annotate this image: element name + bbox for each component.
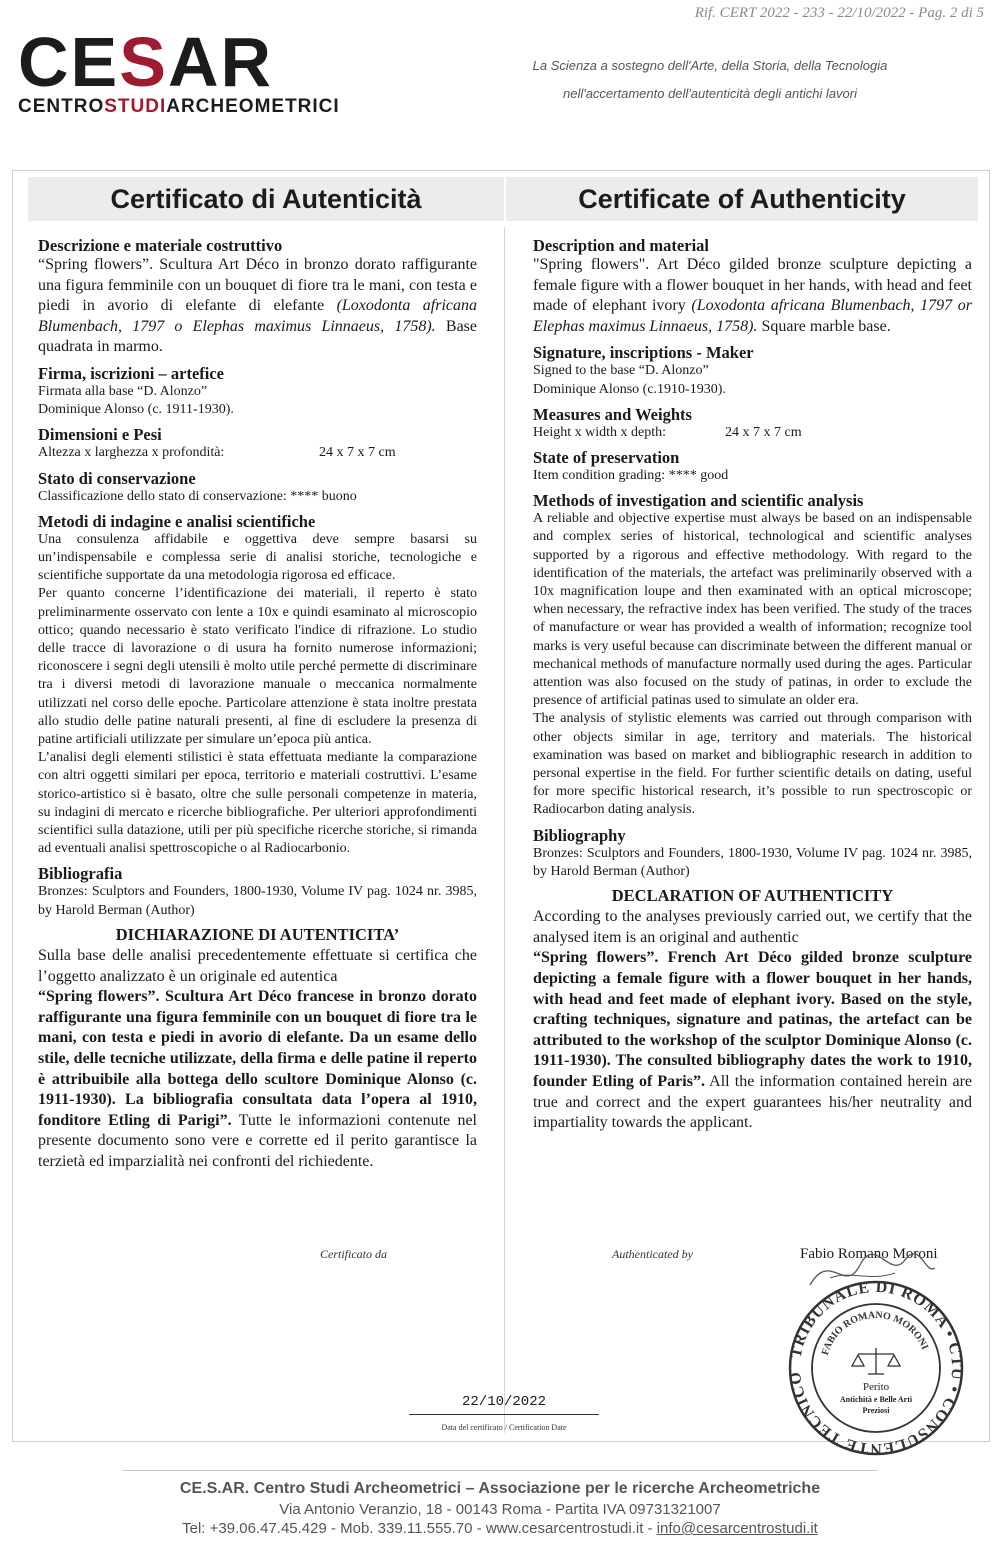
- authenticated-by-label: Authenticated by: [612, 1247, 693, 1261]
- declaration-heading: DECLARATION OF AUTHENTICITY: [611, 886, 894, 906]
- heading-signature: Firma, iscrizioni – artefice: [38, 363, 225, 383]
- bibliography-text: Bronzes: Sculptors and Founders, 1800-1930, Volume IV pag. 1024 nr. 3985, by Harold Berman (Author): [38, 884, 477, 918]
- methods-paragraph-2: The analysis of stylistic elements was carried out through comparison with other objects similar in age, territory and materials. The historical examination was based on market and bibliographic research in addition to personal expertise in the field. For further scientific details on dating, useful for more specific historical research, it’s possible to run spectroscopic or Radiocarbon dating analysis.: [533, 711, 972, 818]
- heading-dimensions: Measures and Weights: [533, 404, 692, 424]
- date-caption: Data del certificato / Certification Date: [441, 1423, 567, 1432]
- heading-dimensions: Dimensioni e Pesi: [38, 425, 162, 445]
- dimensions-row: Height x width x depth: 24 x 7 x 7 cm: [533, 424, 802, 440]
- footer-contacts: Tel: +39.06.47.45.429 - Mob. 339.11.555.70 - www.cesarcentrostudi.it - info@cesarcentrostudi.it: [182, 1520, 818, 1537]
- description-text: “Spring flowers”. Scultura Art Déco in bronzo dorato raffigurante una figura femminile con un bouquet di fiore tra le mani, con testa e piedi in avorio di elefante di elefante (Loxodonta africana Blumenbach, 1797 o Elephas maximus Linnaeus, 1758). Base quadrata in marmo.: [38, 256, 478, 356]
- heading-state: State of preservation: [533, 447, 680, 467]
- heading-description: Description and material: [533, 236, 709, 255]
- footer-divider: [122, 1470, 878, 1471]
- declaration-body: “Spring flowers”. Scultura Art Déco francese in bronzo dorato raffigurante una figura femminile con un bouquet di fiore tra le mani, con testa e piedi in avorio di elefante. Da un esame dello stile, delle tecniche utilizzate, della firma e delle patine il reperto è attribuibile alla bottega dello scultore Dominique Alonso (c. 1911-1930). La bibliografia consultata data l’opera al 1910, fonditore Etling di Parigi”. Tutte le informazioni contenute nel presente documento sono vere e corrette ed il perito garantisce la terzietà ed imparzialità nei confronti del richiedente.: [38, 988, 477, 1170]
- signer-name: Fabio Romano Moroni: [800, 1246, 938, 1262]
- logo-wordmark: CESAR: [18, 23, 274, 101]
- scales-icon: [852, 1348, 900, 1374]
- certificate-date: 22/10/2022: [409, 1394, 599, 1415]
- title-english: Certificate of Authenticity: [506, 177, 978, 221]
- bibliography-text: Bronzes: Sculptors and Founders, 1800-1930, Volume IV pag. 1024 nr. 3985, by Harold Berman (Author): [533, 845, 972, 879]
- state-text: Item condition grading: **** good: [533, 467, 729, 483]
- declaration-intro: Sulla base delle analisi precedentemente effettuate si certifica che l’oggetto analizzato è un originale ed autentica: [38, 947, 477, 985]
- heading-methods: Metodi di indagine e analisi scientifiche: [38, 511, 316, 531]
- footer-organization: CE.S.AR. Centro Studi Archeometrici – Associazione per le ricerche Archeometriche: [179, 1480, 821, 1497]
- heading-methods: Methods of investigation and scientific analysis: [533, 491, 864, 511]
- tagline-1: La Scienza a sostegno dell'Arte, della Storia, della Tecnologia: [532, 58, 888, 73]
- heading-state: Stato di conservazione: [38, 468, 196, 488]
- state-text: Classificazione dello stato di conservazione: **** buono: [38, 488, 357, 504]
- svg-text:Antichità e Belle Arti: Antichità e Belle Arti: [839, 1395, 913, 1404]
- dimensions-row: Altezza x larghezza x profondità: 24 x 7 x 7 cm: [38, 445, 396, 461]
- methods-paragraph-2: Per quanto concerne l’identificazione dei materiali, il reperto è stato preliminarmente osservato con lente a 10x e quindi esaminato al microscopio ottico; quando necessario è stato verificato l'indice di rifrazione. Lo studio delle tracce di lavorazione o di usura ha fornito numerose informazioni; riconoscere i segni degli utensili è molto utile perché permette di discriminare tra i diversi metodi di lavorazione manuale o meccanica normalmente utilizzati nel corso delle epoche. Particolare attenzione è stata inoltre prestata allo studio delle patine naturali presenti, al fine di escludere la presenza di patine artificiali utilizzate per simulare un’epoca più antica.: [38, 586, 477, 748]
- heading-description: Descrizione e materiale costruttivo: [38, 236, 283, 255]
- heading-bibliography: Bibliografia: [38, 864, 123, 884]
- signature-line-1: Firmata alla base “D. Alonzo”: [38, 383, 208, 399]
- svg-text:Preziosi: Preziosi: [862, 1406, 890, 1415]
- footer-address: Via Antonio Veranzio, 18 - 00143 Roma - Partita IVA 09731321007: [279, 1501, 721, 1518]
- signature-line-2: Dominique Alonso (c.1910-1930).: [533, 381, 726, 397]
- english-column: [533, 236, 972, 1134]
- signature-line-1: Signed to the base “D. Alonzo”: [533, 363, 709, 379]
- official-stamp: [786, 1278, 966, 1458]
- svg-text:TRIBUNALE DI ROMA • CTU • CONS: TRIBUNALE DI ROMA • CTU • CONSULENTE TECNICO: [786, 1278, 966, 1458]
- footer-email-link[interactable]: info@cesarcentrostudi.it: [656, 1520, 818, 1537]
- logo-subtitle: CENTROSTUDIARCHEOMETRICI: [18, 96, 340, 117]
- cesar-logo: [18, 23, 340, 118]
- heading-bibliography: Bibliography: [533, 825, 626, 845]
- title-italian: Certificato di Autenticità: [28, 177, 504, 221]
- methods-paragraph-1: Una consulenza affidabile e oggettiva deve sempre basarsi su un’indispensabile e complessa serie di analisi storiche, tecnologiche e scientifiche supportate da una metodologia rigorosa ed efficace.: [38, 531, 477, 584]
- methods-paragraph-1: A reliable and objective expertise must always be based on an indispensable and complex series of historical, technological and scientific analyses supported by a rigorous and effective methodology. With regard to the identification of the materials, the artefact was preliminarily observed with a 10x magnification loupe and then examinated with an optical microscope; when necessary, the refractive index has been verified. The study of the traces of manufacture or wear has provided a wealth of information; recognize tool marks is very useful because can discriminate between the different manual or mechanical methods of manufacture normally used during the ages. Particular attention was also focused on the study of patinas, in order to exclude the presence of artificial patinas used to simulate an older era.: [533, 511, 972, 709]
- declaration-heading: DICHIARAZIONE DI AUTENTICITA’: [115, 924, 400, 944]
- certified-by-label: Certificato da: [320, 1247, 387, 1261]
- heading-signature: Signature, inscriptions - Maker: [533, 343, 754, 363]
- certificate-date-box: [409, 1394, 599, 1432]
- methods-paragraph-3: L’analisi degli elementi stilistici è stata effettuata mediante la comparazione con altri oggetti similari per epoca, territorio e materiali costruttivi. L’esame storico-artistico si è basato, oltre che sulle personali competenze in materia, su indagini di mercato e ricerche bibliografiche. Per ulteriori approfondimenti scientifici sulla datazione, utili per più specifiche ricerche storiche, si rimanda ad eventuali analisi spettroscopiche o al Radiocarbonio.: [38, 750, 477, 857]
- column-divider: [504, 227, 505, 1433]
- declaration-intro: According to the analyses previously carried out, we certify that the analysed item is an original and authentic: [533, 908, 972, 946]
- svg-text:Perito: Perito: [862, 1381, 890, 1393]
- signature-line-2: Dominique Alonso (c. 1911-1930).: [38, 402, 234, 418]
- tagline-2: nell'accertamento dell'autenticità degli antichi lavori: [562, 86, 858, 101]
- reference-number: Rif. CERT 2022 - 233 - 22/10/2022 - Pag. 2 di 5: [694, 5, 984, 21]
- svg-text:FABIO ROMANO MORONI: FABIO ROMANO MORONI: [819, 1309, 931, 1357]
- description-text: "Spring flowers". Art Déco gilded bronze sculpture depicting a female figure with a flower bouquet in her hands, with head and feet made of elephant ivory (Loxodonta africana Blumenbach, 1797 or Elephas maximus Linnaeus, 1758). Square marble base.: [533, 256, 972, 335]
- italian-column: [38, 236, 477, 1173]
- declaration-body: “Spring flowers”. French Art Déco gilded bronze sculpture depicting a female figure with a flower bouquet in her hands, with head and feet made of elephant ivory. Based on the style, crafting techniques, signature and patinas, the artefact can be attributed to the workshop of the sculptor Dominique Alonso (c. 1911-1930). The consulted bibliography dates the work to 1910, founder Etling of Paris”. All the information contained herein are true and correct and the expert guarantees his/her neutrality and impartiality towards the applicant.: [533, 949, 972, 1132]
